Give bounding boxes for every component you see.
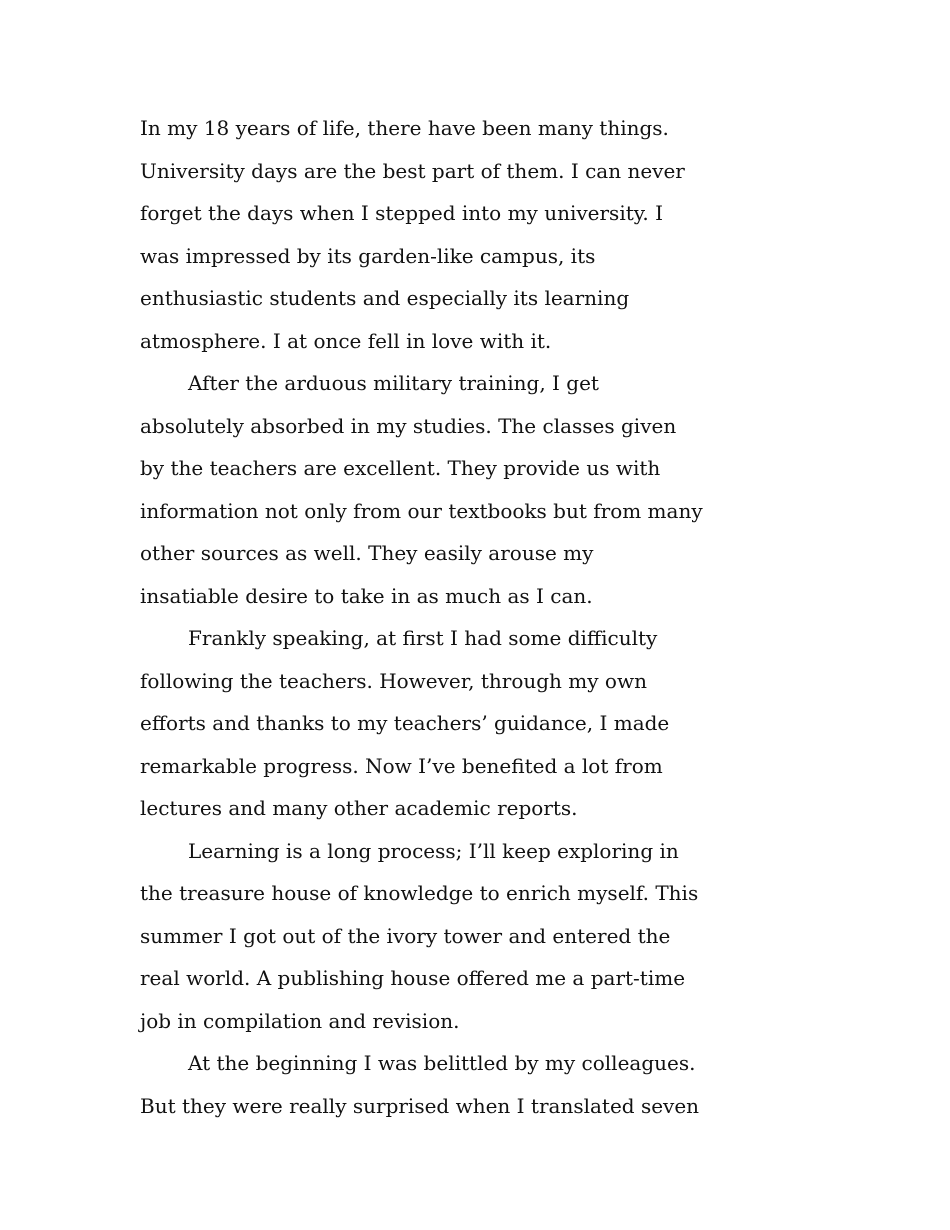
text-line: At the beginning I was belittled by my colleagues. bbox=[188, 1051, 696, 1075]
text-line: absolutely absorbed in my studies. The classes given bbox=[140, 413, 677, 438]
text-line: Learning is a long process; I’ll keep exploring in bbox=[188, 838, 679, 863]
text-line: atmosphere. I at once fell in love with it. bbox=[140, 328, 552, 353]
text-line: was impressed by its garden-like campus, its bbox=[140, 243, 596, 268]
text-line: job in compilation and revision. bbox=[140, 1008, 460, 1033]
text-line: other sources as well. They easily arouse my bbox=[140, 541, 594, 565]
text-line: lectures and many other academic reports. bbox=[140, 796, 578, 820]
text-line: efforts and thanks to my teachers’ guidance, I made bbox=[140, 711, 670, 735]
text-line: forget the days when I stepped into my university. I bbox=[140, 201, 664, 225]
text-line: Frankly speaking, at first I had some difficulty bbox=[188, 626, 658, 650]
text-line: insatiable desire to take in as much as I can. bbox=[140, 583, 593, 608]
text-line: enthusiastic students and especially its learning bbox=[140, 286, 630, 310]
document-body bbox=[140, 107, 840, 1127]
text-line: information not only from our textbooks but from many bbox=[140, 498, 703, 523]
text-line: by the teachers are excellent. They provide us with bbox=[140, 456, 661, 480]
text-line: In my 18 years of life, there have been many things. bbox=[140, 116, 669, 140]
text-line: But they were really surprised when I translated seven bbox=[140, 1093, 700, 1118]
text-line: University days are the best part of them. I can never bbox=[140, 158, 685, 183]
text-line: After the arduous military training, I get bbox=[188, 371, 599, 395]
text-line: the treasure house of knowledge to enrich myself. This bbox=[140, 881, 699, 905]
text-line: remarkable progress. Now I’ve benefited a lot from bbox=[140, 753, 663, 778]
text-line: summer I got out of the ivory tower and entered the bbox=[140, 923, 671, 948]
text-line: following the teachers. However, through my own bbox=[140, 668, 647, 693]
text-line: real world. A publishing house offered me a part-time bbox=[140, 966, 686, 990]
